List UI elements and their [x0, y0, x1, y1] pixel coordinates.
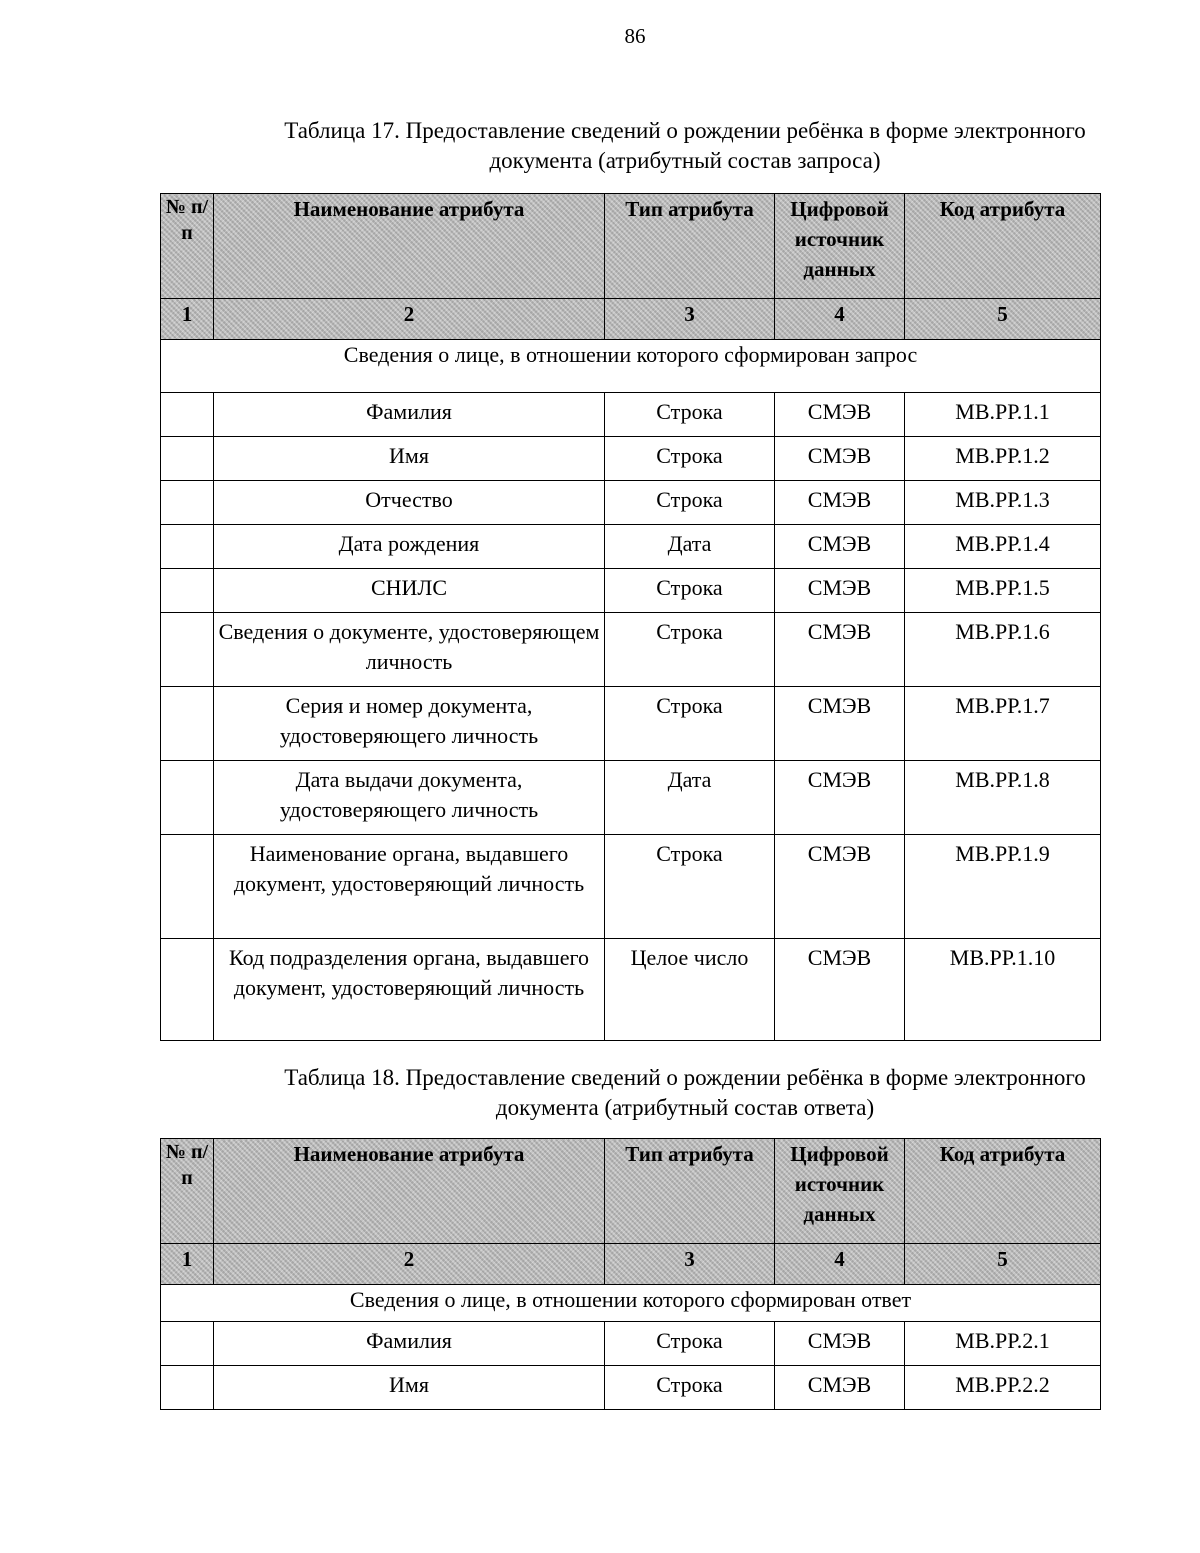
row-code: МВ.РР.1.10: [905, 939, 1101, 1041]
table-row: [161, 1366, 1101, 1410]
row-num: [161, 437, 214, 481]
row-num: [161, 613, 214, 687]
row-type: Дата: [605, 761, 775, 835]
header-name: Наименование атрибута: [214, 194, 605, 299]
row-source: СМЭВ: [775, 613, 905, 687]
table-row: [161, 687, 1101, 761]
row-code: МВ.РР.2.1: [905, 1322, 1101, 1366]
header-source: Цифровой источник данных: [775, 194, 905, 299]
row-code: МВ.РР.2.2: [905, 1366, 1101, 1410]
row-source: СМЭВ: [775, 1366, 905, 1410]
table-18-caption: [160, 1063, 1200, 1123]
row-name: Фамилия: [214, 393, 605, 437]
column-number: 2: [214, 1244, 605, 1285]
row-type: Строка: [605, 437, 775, 481]
column-number: 4: [775, 1244, 905, 1285]
row-source: СМЭВ: [775, 939, 905, 1041]
row-source: СМЭВ: [775, 835, 905, 939]
table-row: [161, 437, 1101, 481]
table-17-caption: [160, 116, 1200, 176]
row-num: [161, 939, 214, 1041]
row-num: [161, 687, 214, 761]
row-num: [161, 1366, 214, 1410]
row-type: Строка: [605, 1366, 775, 1410]
row-code: МВ.РР.1.2: [905, 437, 1101, 481]
header-code: Код атрибута: [905, 194, 1101, 299]
row-code: МВ.РР.1.5: [905, 569, 1101, 613]
column-number: 5: [905, 1244, 1101, 1285]
row-name: Имя: [214, 437, 605, 481]
row-type: Строка: [605, 481, 775, 525]
row-source: СМЭВ: [775, 687, 905, 761]
row-source: СМЭВ: [775, 481, 905, 525]
row-num: [161, 1322, 214, 1366]
row-name: Фамилия: [214, 1322, 605, 1366]
row-code: МВ.РР.1.3: [905, 481, 1101, 525]
header-num: № п/ п: [161, 194, 214, 299]
row-type: Строка: [605, 569, 775, 613]
row-num: [161, 761, 214, 835]
table-row: [161, 761, 1101, 835]
table-18: [160, 1138, 1101, 1410]
row-name: Имя: [214, 1366, 605, 1410]
row-type: Строка: [605, 1322, 775, 1366]
row-num: [161, 481, 214, 525]
header-code: Код атрибута: [905, 1139, 1101, 1244]
row-code: МВ.РР.1.9: [905, 835, 1101, 939]
column-number: 1: [161, 1244, 214, 1285]
header-num: № п/ п: [161, 1139, 214, 1244]
row-source: СМЭВ: [775, 437, 905, 481]
header-source: Цифровой источник данных: [775, 1139, 905, 1244]
row-type: Строка: [605, 835, 775, 939]
row-code: МВ.РР.1.8: [905, 761, 1101, 835]
table-row: [161, 525, 1101, 569]
header-type: Тип атрибута: [605, 1139, 775, 1244]
header-type: Тип атрибута: [605, 194, 775, 299]
row-name: Наименование органа, выдавшего документ, удостоверяющий личность: [214, 835, 605, 939]
section-title: Сведения о лице, в отношении которого сформирован запрос: [161, 340, 1101, 393]
table-18-caption-line2: документа (атрибутный состав ответа): [495, 1095, 875, 1120]
row-name: Сведения о документе, удостоверяющем личность: [214, 613, 605, 687]
row-source: СМЭВ: [775, 761, 905, 835]
header-name: Наименование атрибута: [214, 1139, 605, 1244]
table-row: [161, 1322, 1101, 1366]
row-num: [161, 569, 214, 613]
row-source: СМЭВ: [775, 393, 905, 437]
table-row: [161, 393, 1101, 437]
column-number: 2: [214, 299, 605, 340]
row-code: МВ.РР.1.4: [905, 525, 1101, 569]
row-code: МВ.РР.1.1: [905, 393, 1101, 437]
column-number: 3: [605, 1244, 775, 1285]
row-name: Код подразделения органа, выдавшего документ, удостоверяющий личность: [214, 939, 605, 1041]
row-name: СНИЛС: [214, 569, 605, 613]
row-source: СМЭВ: [775, 1322, 905, 1366]
row-code: МВ.РР.1.6: [905, 613, 1101, 687]
table-row: [161, 481, 1101, 525]
table-18-caption-line1: Таблица 18. Предоставление сведений о рождении ребёнка в форме электронного: [284, 1065, 1086, 1090]
row-type: Дата: [605, 525, 775, 569]
row-name: Дата выдачи документа, удостоверяющего личность: [214, 761, 605, 835]
column-number: 5: [905, 299, 1101, 340]
row-type: Строка: [605, 393, 775, 437]
table-row: [161, 835, 1101, 939]
table-17-caption-line2: документа (атрибутный состав запроса): [489, 148, 881, 173]
row-num: [161, 835, 214, 939]
table-row: [161, 569, 1101, 613]
table-row: [161, 613, 1101, 687]
table-17-caption-line1: Таблица 17. Предоставление сведений о рождении ребёнка в форме электронного: [284, 118, 1086, 143]
row-code: МВ.РР.1.7: [905, 687, 1101, 761]
column-number: 3: [605, 299, 775, 340]
row-type: Строка: [605, 687, 775, 761]
row-name: Дата рождения: [214, 525, 605, 569]
table-row: [161, 939, 1101, 1041]
row-type: Строка: [605, 613, 775, 687]
column-number: 1: [161, 299, 214, 340]
page-number: 86: [624, 24, 646, 48]
row-name: Серия и номер документа, удостоверяющего личность: [214, 687, 605, 761]
row-source: СМЭВ: [775, 525, 905, 569]
section-title: Сведения о лице, в отношении которого сформирован ответ: [161, 1285, 1101, 1322]
column-number: 4: [775, 299, 905, 340]
row-type: Целое число: [605, 939, 775, 1041]
row-num: [161, 525, 214, 569]
row-name: Отчество: [214, 481, 605, 525]
row-source: СМЭВ: [775, 569, 905, 613]
table-17: [160, 193, 1101, 1041]
row-num: [161, 393, 214, 437]
